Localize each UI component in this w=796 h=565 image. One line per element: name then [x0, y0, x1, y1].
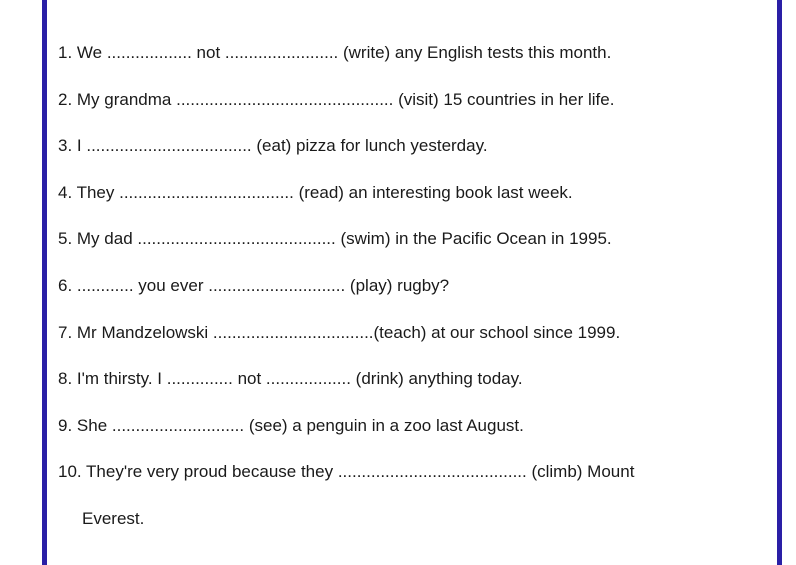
- page-border-right: [777, 0, 782, 565]
- exercise-item-3: 3. I ................................... (eat) pizza for lunch yesterday.: [58, 136, 488, 156]
- exercise-item-4: 4. They ..................................... (read) an interesting book last week.: [58, 182, 573, 202]
- exercise-item-10: 10. They're very proud because they ........................................ (climb) Mount: [58, 462, 635, 482]
- exercise-item-6: 6. ............ you ever ............................. (play) rugby?: [58, 275, 450, 295]
- exercise-item-5: 5. My dad .......................................... (swim) in the Pacific Ocean in 1995.: [58, 229, 612, 249]
- exercise-item-1: 1. We .................. not ........................ (write) any English tests this month.: [58, 43, 612, 62]
- exercise-item-9: 9. She ............................ (see) a penguin in a zoo last August.: [58, 415, 524, 435]
- exercise-list: [58, 38, 758, 551]
- exercise-item-10-continued: Everest.: [82, 508, 145, 528]
- exercise-item-8: 8. I'm thirsty. I .............. not .................. (drink) anything today.: [58, 369, 523, 389]
- page-border-left: [42, 0, 47, 565]
- exercise-item-7: 7. Mr Mandzelowski ..................................(teach) at our school since 1999.: [58, 322, 621, 342]
- exercise-item-2: 2. My grandma .............................................. (visit) 15 countries in her life.: [58, 89, 615, 109]
